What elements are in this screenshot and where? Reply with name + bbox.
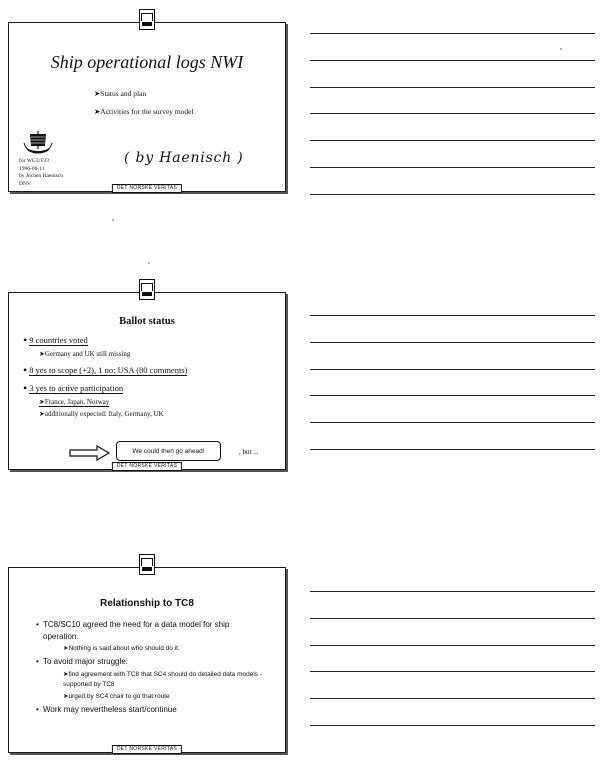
note-line xyxy=(310,449,595,450)
scan-speck xyxy=(112,219,114,221)
bullet-item: ➤Status and plan xyxy=(94,89,147,98)
note-line xyxy=(310,725,595,726)
ballot-list xyxy=(23,332,187,422)
note-line xyxy=(310,369,595,370)
note-line xyxy=(310,87,595,88)
note-line xyxy=(310,194,595,195)
note-line xyxy=(310,422,595,423)
note-line xyxy=(310,671,595,672)
list-subitem: ➤additionally expected: Italy, Germany, UK xyxy=(39,410,164,418)
viking-ship-icon xyxy=(23,128,53,156)
list-item xyxy=(23,332,187,347)
scan-speck xyxy=(560,48,562,50)
slide-3 xyxy=(8,567,286,753)
meta-line: 1996-06-11 xyxy=(19,165,45,172)
note-line xyxy=(310,315,595,316)
slide-title: Ballot status xyxy=(119,316,175,327)
slide-title: Relationship to TC8 xyxy=(100,598,194,609)
bullet-item: ➤Activities for the survey model xyxy=(94,107,194,116)
bullet-list xyxy=(43,619,263,717)
note-line xyxy=(310,618,595,619)
note-line xyxy=(310,395,595,396)
note-line xyxy=(310,698,595,699)
list-subitem xyxy=(23,398,187,406)
slide-1 xyxy=(8,22,286,192)
list-item xyxy=(23,362,187,377)
footer-logo: DET NORSKE VERITAS xyxy=(112,745,182,754)
slide-title: Ship operational logs NWI xyxy=(50,52,244,72)
emblem-icon xyxy=(139,279,155,300)
note-line xyxy=(310,60,595,61)
footer-logo: DET NORSKE VERITAS xyxy=(112,462,182,471)
note-line xyxy=(310,113,595,114)
item-text: ➤France, Japan, Norway xyxy=(39,398,110,406)
list-item xyxy=(23,380,187,395)
item-text: 8 yes to scope (+2), 1 no: USA (80 comments) xyxy=(29,365,188,375)
handwritten-note: ( by Haenisch ) xyxy=(124,150,244,166)
notes-lines-1 xyxy=(310,33,595,220)
note-line xyxy=(310,342,595,343)
emblem-icon xyxy=(139,9,155,30)
note-line xyxy=(310,645,595,646)
slide-2 xyxy=(8,292,286,470)
item-text: 9 countries voted xyxy=(29,335,88,345)
notes-lines-2 xyxy=(310,315,595,476)
note-line xyxy=(310,167,595,168)
footer-logo: DET NORSKE VERITAS xyxy=(112,184,182,193)
scan-speck xyxy=(148,262,150,264)
callout-box: We could then go ahead! xyxy=(116,441,221,461)
arrow-right-icon xyxy=(69,445,111,461)
note-line xyxy=(310,591,595,592)
list-subitem: ➤Nothing is said about who should do it. xyxy=(63,645,180,652)
emblem-icon xyxy=(139,554,155,575)
list-item: • TC8/SC10 agreed the need for a data model for ship operation. xyxy=(43,619,243,642)
notes-lines-3 xyxy=(310,591,595,752)
meta-line: DNV xyxy=(19,180,31,187)
list-subitem: ➤find agreement with TC8 that SC4 should do detailed data models - supported by TC8 xyxy=(63,670,262,688)
note-line xyxy=(310,140,595,141)
meta-line: by Jochen Haenisch xyxy=(19,173,63,179)
list-item: • To avoid major struggle: xyxy=(43,656,263,668)
bullet-list xyxy=(94,85,194,121)
note-line xyxy=(310,33,595,34)
author-meta xyxy=(19,158,63,188)
item-text: 3 yes to active participation xyxy=(29,383,124,393)
trailing-text: , but ... xyxy=(239,448,259,456)
list-subitem: ➤urged by SC4 chair to go that route xyxy=(63,692,170,700)
list-subitem: ➤Germany and UK still missing xyxy=(39,350,131,358)
list-item: • Work may nevertheless start/continue xyxy=(43,704,263,716)
meta-line: for WG3/T23 xyxy=(19,158,49,164)
